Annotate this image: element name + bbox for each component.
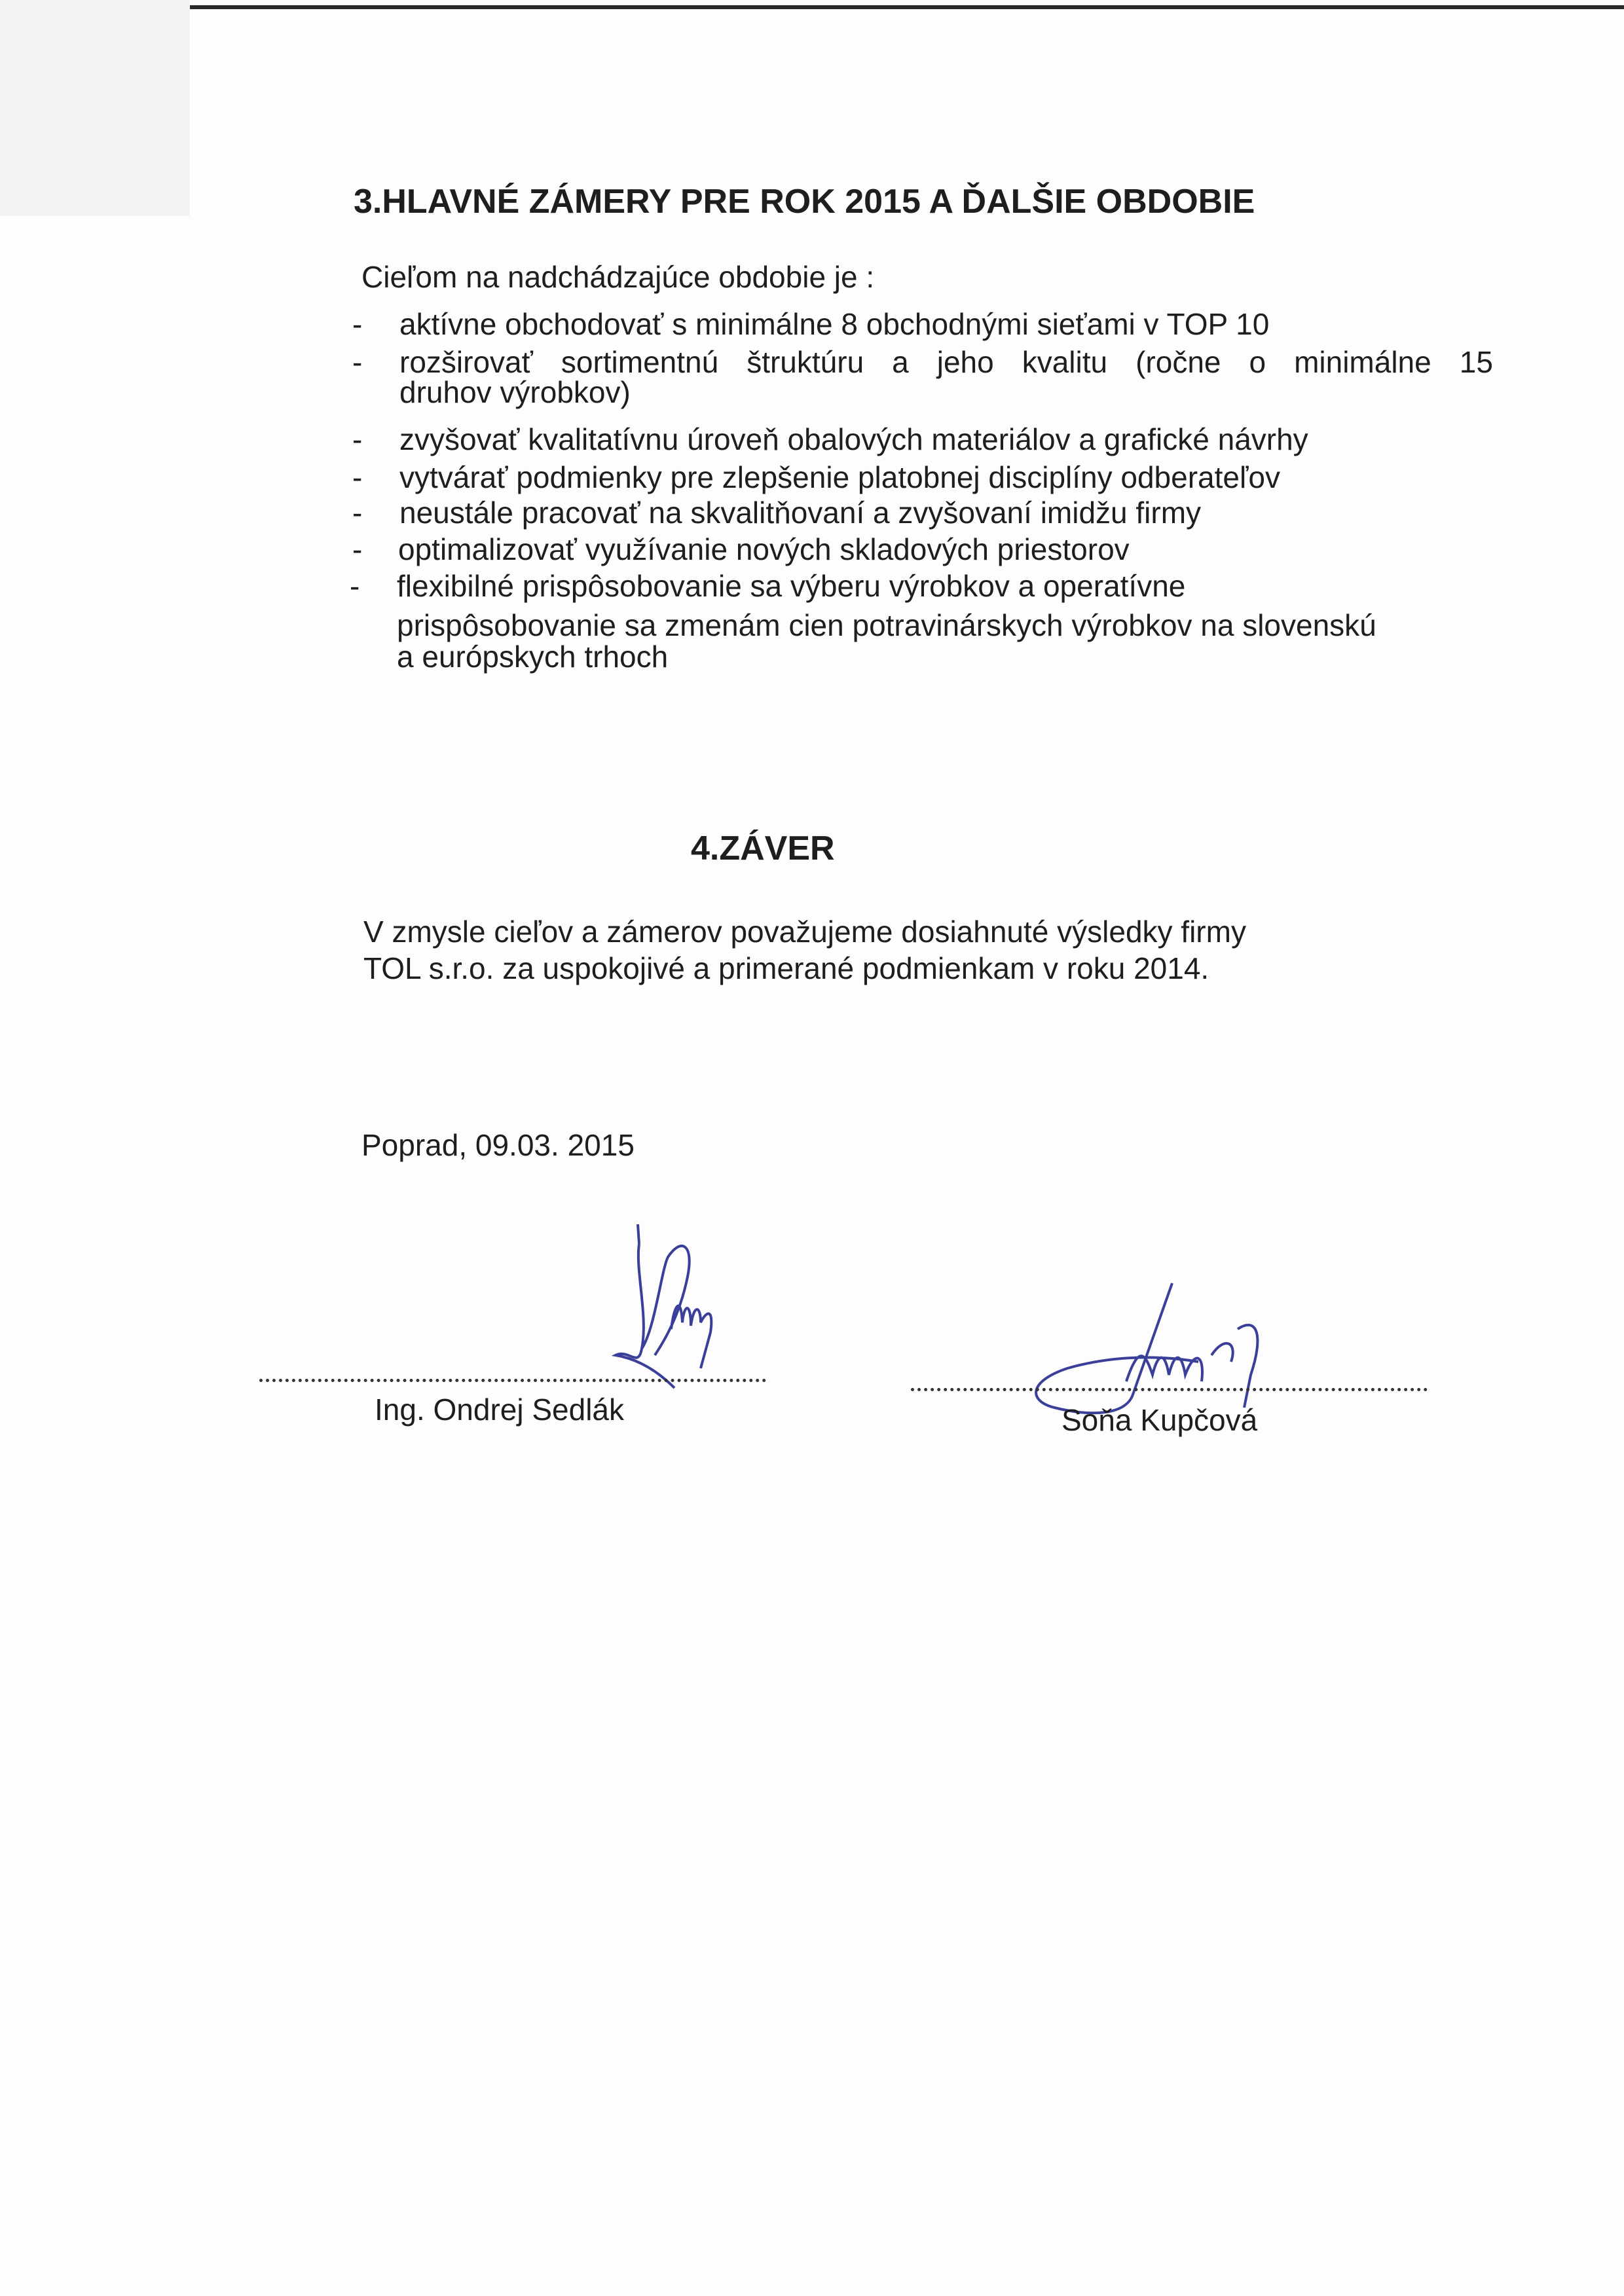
bullet: - [352, 422, 363, 456]
scan-margin [0, 0, 190, 216]
word: kvalitu [1022, 345, 1108, 379]
section-3-intro: Cieľom na nadchádzajúce obdobie je : [361, 260, 875, 294]
list-item: optimalizovať využívanie nových skladových priestorov [398, 532, 1130, 566]
section-4-heading: 4.ZÁVER [691, 829, 835, 867]
scan-top-edge [190, 5, 1624, 9]
list-item-continuation: a európskych trhoch [397, 640, 669, 674]
list-item: zvyšovať kvalitatívnu úroveň obalových materiálov a grafické návrhy [399, 422, 1308, 456]
word: a [892, 345, 909, 379]
conclusion-line: TOL s.r.o. za uspokojivé a primerané podmienkam v roku 2014. [363, 951, 1209, 985]
conclusion-line: V zmysle cieľov a zámerov považujeme dosiahnuté výsledky firmy [363, 915, 1246, 949]
word: minimálne [1294, 345, 1431, 379]
bullet: - [350, 569, 360, 603]
word: (ročne [1135, 345, 1221, 379]
word: 15 [1459, 345, 1493, 379]
signature-line [259, 1379, 766, 1382]
word: o [1249, 345, 1266, 379]
place-date: Poprad, 09.03. 2015 [361, 1128, 635, 1162]
list-item: neustále pracovať na skvalitňovaní a zvyšovaní imidžu firmy [399, 496, 1202, 530]
word: sortimentnú [561, 345, 719, 379]
signatory-name: Soňa Kupčová [1061, 1403, 1258, 1437]
list-item: vytvárať podmienky pre zlepšenie platobnej disciplíny odberateľov [399, 460, 1280, 494]
list-item: aktívne obchodovať s minimálne 8 obchodnými sieťami v TOP 10 [399, 307, 1270, 341]
bullet: - [352, 532, 363, 566]
word: jeho [936, 345, 994, 379]
list-item-continuation: druhov výrobkov) [399, 375, 631, 409]
signature-line [911, 1388, 1428, 1391]
word: štruktúru [747, 345, 864, 379]
bullet: - [352, 345, 363, 379]
list-item: flexibilné prispôsobovanie sa výberu výrobkov a operatívne [397, 569, 1186, 603]
list-item [399, 347, 1493, 377]
signature-sedlak [609, 1218, 779, 1401]
bullet: - [352, 307, 363, 341]
bullet: - [352, 460, 363, 494]
list-item-continuation: prispôsobovanie sa zmenám cien potravinárskych výrobkov na slovenskú [397, 608, 1376, 642]
bullet: - [352, 496, 363, 530]
signatory-name: Ing. Ondrej Sedlák [375, 1393, 625, 1427]
section-3-heading: 3.HLAVNÉ ZÁMERY PRE ROK 2015 A ĎALŠIE OBDOBIE [354, 183, 1255, 221]
word: rozširovať [399, 345, 533, 379]
